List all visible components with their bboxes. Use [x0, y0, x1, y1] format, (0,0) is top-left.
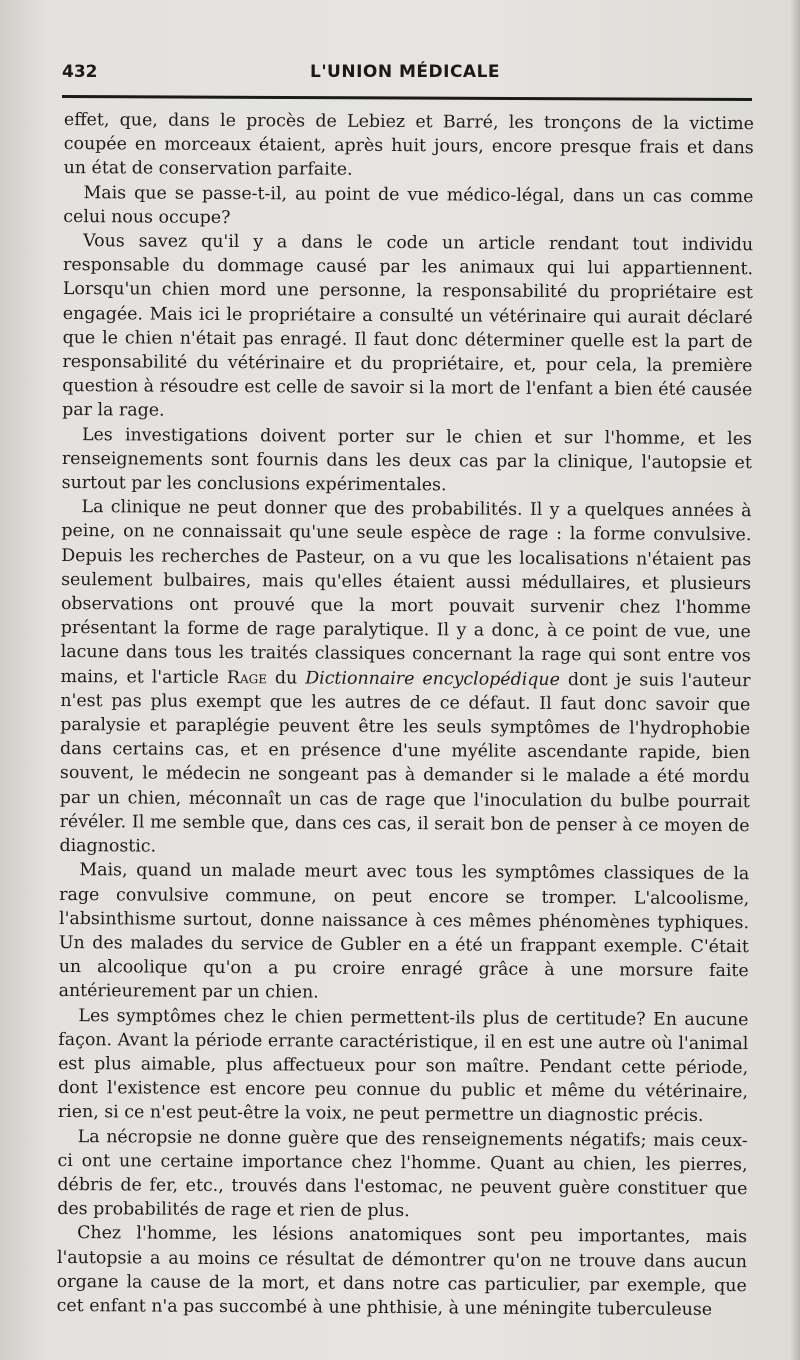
paragraph-5-part-2: du — [266, 667, 306, 689]
article-title-rage: Rage — [226, 667, 268, 688]
paragraph-3: Vous savez qu'il y a dans le code un article rendant tout individu responsable du dommage causé par les animaux qui lui appartiennent. Lorsqu'un chien mord une personne, la responsabilité du propriétaire est engagée. Mais ici le propriétaire a consulté un vétérinaire qui aurait déclaré que le chien n'était pas enragé. Il faut donc déterminer quelle est la part de responsabilité du vétérinaire et du propriétaire, et, pour cela, la première question à résoudre est celle de savoir si la mort de l'enfant a bien été causée par la rage. — [62, 231, 754, 422]
paragraph-1: effet, que, dans le procès de Lebiez et Barré, les tronçons de la victime coupée en morceaux étaient, après huit jours, encore presque frais et dans un état de conservation parfaite. — [63, 109, 754, 181]
paragraph-9: Chez l'homme, les lésions anatomiques sont peu importantes, mais l'autopsie a au moins ce résultat de démontrer qu'on ne trouve dans aucun organe la cause de la mort, et dans notre cas particulier, par exemple, que cet enfant n'a pas succombé à une phthisie, à une méningite tuberculeuse — [56, 1223, 748, 1320]
article-body — [57, 108, 754, 1322]
running-title: L'UNION MÉDICALE — [310, 62, 501, 82]
paragraph-6: Mais, quand un malade meurt avec tous les symptômes classiques de la rage convulsive commune, on peut encore se tromper. L'alcoolisme, l'absinthisme surtout, donne naissance à ces mêmes phénomènes typhiques. Un des malades du service de Gubler en a été un frappant exemple. C'était un alcoolique qu'on a pu croire enragé grâce à une morsure faite antérieurement par un chien. — [58, 860, 750, 1003]
paragraph-2: Mais que se passe-t-il, au point de vue médico-légal, dans un cas comme celui nous occupe? — [63, 182, 754, 228]
paragraph-4: Les investigations doivent porter sur le chien et sur l'homme, et les renseignements sont fournis dans les deux cas par la clinique, l'autopsie et surtout par les conclusions expérimentales. — [61, 424, 753, 496]
paragraph-5-part-3: dont je suis l'auteur n'est pas plus exempt que les autres de ce défaut. Il faut donc savoir que paralysie et paraplégie peuvent être les seuls symptômes de l'hydrophobie dans certains cas, et en présence d'une myélite ascendante rapide, bien souvent, le médecin ne songeant pas à demander si le malade a été mordu par un chien, méconnaît un cas de rage que l'inoculation du bulbe pourrait révéler. Il me semble que, dans ces cas, il serait bon de penser à ce moyen de diagnostic. — [59, 669, 751, 857]
page-edge-shadow — [790, 0, 800, 1360]
paragraph-5 — [59, 495, 751, 862]
page-header — [62, 58, 750, 88]
paragraph-8: La nécropsie ne donne guère que des renseignements négatifs; mais ceux-ci ont une certaine importance chez l'homme. Quant au chien, les pierres, débris de fer, etc., trouvés dans l'estomac, ne peuvent guère constituer que des probabilités de rage et rien de plus. — [57, 1126, 748, 1222]
header-rule — [62, 95, 752, 101]
dictionary-title: Dictionnaire encyclopédique — [305, 668, 560, 690]
page-number: 432 — [62, 62, 98, 82]
paragraph-7: Les symptômes chez le chien permettent-ils plus de certitude? En aucune façon. Avant la période errante caractéristique, il en est une autre où l'animal est plus aimable, plus affectueux pour son maître. Pendant cette période, dont l'existence est encore peu connue du public et même du vétérinaire, rien, si ce n'est peut-être la voix, ne peut permettre un diagnostic précis. — [57, 1005, 749, 1127]
paragraph-5-part-1: La clinique ne peut donner que des probabilités. Il y a quelques années à peine, on ne connaissait qu'une seule espèce de rage : la forme convulsive. Depuis les recherches de Pasteur, on a vu que les localisations n'étaient pas seulement bulbaires, mais qu'elles étaient aussi médullaires, et plusieurs observations ont prouvé que la mort pouvait survenir chez l'homme présentant la forme de rage paralytique. Il y a donc, à ce point de vue, une lacune dans tous les traités classiques concernant la rage qui sont entre vos mains, et l'article — [60, 497, 752, 688]
